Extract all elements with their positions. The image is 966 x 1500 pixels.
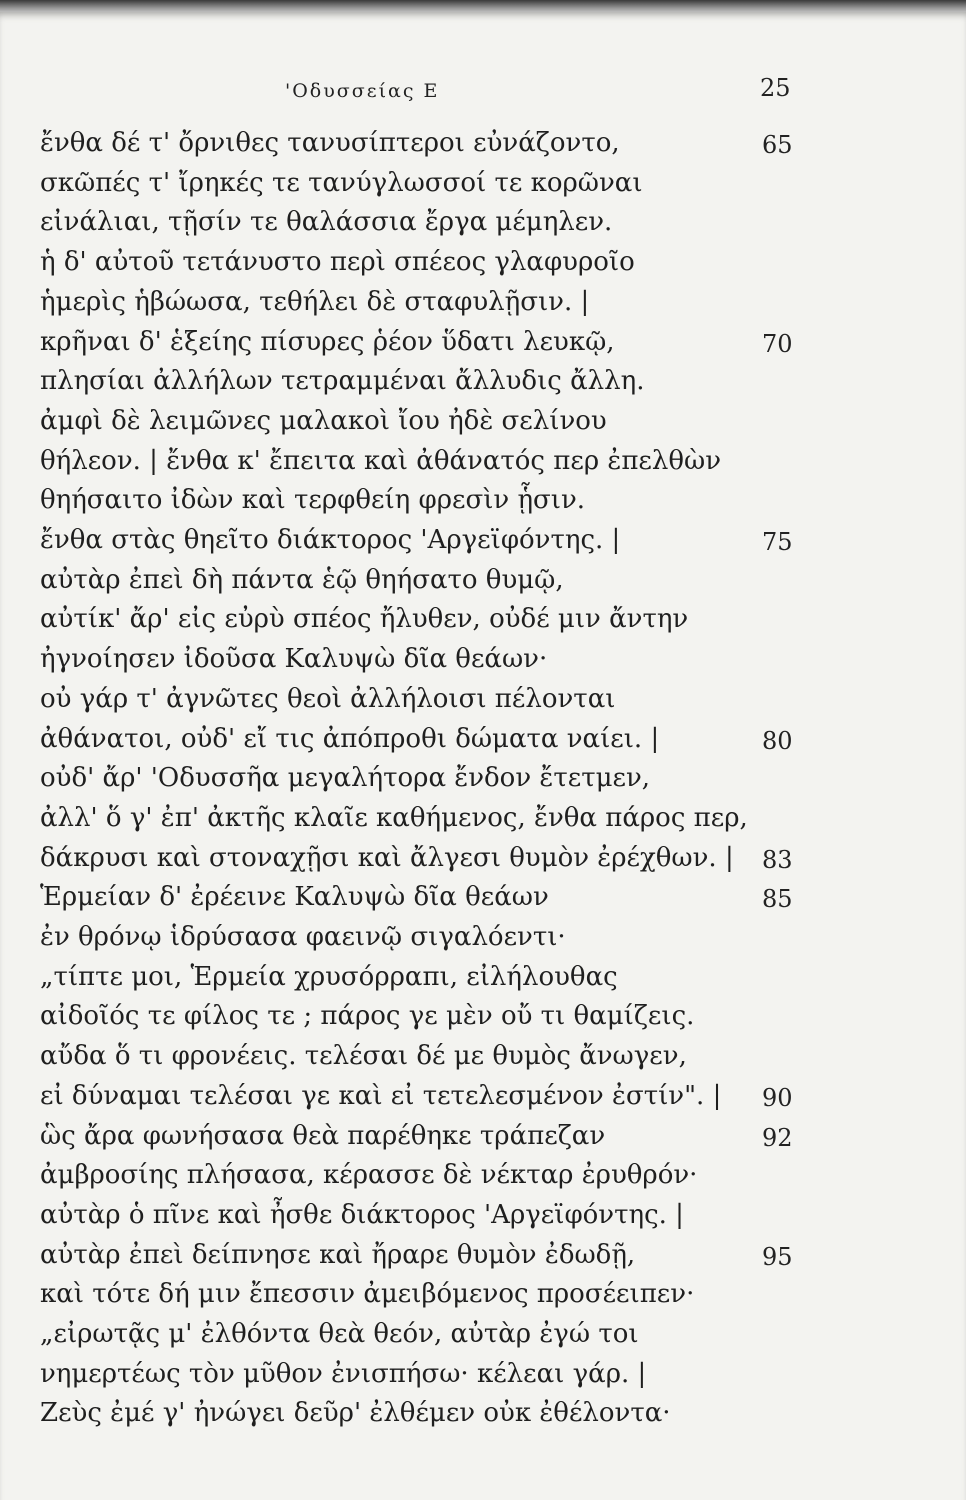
- verse-line: [40, 130, 620, 156]
- verse-line: [40, 842, 734, 873]
- page-number: 25: [760, 74, 791, 102]
- verse-line: [40, 1358, 647, 1389]
- verse-text: κρῆναι δ' ἑξείης πίσυρες ῥέον ὕδατι λευκῷ,: [40, 326, 615, 357]
- verse-line: [40, 527, 620, 553]
- verse-text: αἰδοῖός τε φίλος τε ; πάρος γε μὲν οὔ τι θαμίζεις.: [40, 1001, 695, 1032]
- line-number: 70: [762, 329, 793, 358]
- verse-text: εἰ δύναμαι τελέσαι γε καὶ εἰ τετελεσμένον ἐστίν". |: [40, 1080, 722, 1111]
- verse-text: ἀμφὶ δὲ λειμῶνες μαλακοὶ ἴου ἠδὲ σελίνου: [40, 405, 607, 436]
- line-number: 90: [762, 1083, 793, 1112]
- verse-line: [40, 564, 564, 595]
- verse-text: ὣς ἄρα φωνήσασα θεὰ παρέθηκε τράπεζαν: [40, 1120, 606, 1151]
- verse-text: ἔνθα στὰς θηεῖτο διάκτορος 'Αργεϊφόντης. |: [40, 525, 621, 555]
- verse-line: [40, 326, 615, 357]
- verse-text: θηήσαιτο ἰδὼν καὶ τερφθείη φρεσὶν ᾗσιν.: [40, 485, 586, 516]
- verse-text: νημερτέως τὸν μῦθον ἐνισπήσω· κέλεαι γάρ. |: [40, 1358, 647, 1389]
- verse-text: αὐτὰρ ἐπεὶ δὴ πάντα ἑῷ θηήσατο θυμῷ,: [40, 564, 564, 595]
- verse-text: „τίπτε μοι, Ἑρμεία χρυσόρραπι, εἰλήλουθας: [40, 961, 618, 992]
- line-number: 95: [762, 1242, 793, 1271]
- verse-text: „εἰρωτᾷς μ' ἐλθόντα θεὰ θεόν, αὐτὰρ ἐγώ τοι: [40, 1319, 639, 1349]
- verse-line: [40, 1120, 606, 1151]
- verse-line: [40, 924, 566, 950]
- verse-text: αὐτὰρ ὁ πῖνε καὶ ἦσθε διάκτορος 'Αργεϊφόντης. |: [40, 1199, 684, 1230]
- verse-line: [40, 485, 586, 516]
- verse-block: [0, 12, 966, 1500]
- verse-line: [40, 405, 607, 436]
- verse-text: ἡμερὶς ἡβώωσα, τεθήλει δὲ σταφυλῇσιν. |: [40, 286, 590, 317]
- verse-text: ἀμβροσίης πλήσασα, κέρασσε δὲ νέκταρ ἐρυθρόν·: [40, 1160, 698, 1191]
- line-number: 75: [762, 528, 793, 556]
- line-number: 85: [762, 885, 793, 914]
- verse-text: αὐτὰρ ἐπεὶ δείπνησε καὶ ἤραρε θυμὸν ἐδωδῇ,: [40, 1239, 636, 1270]
- verse-text: αὐτίκ' ἄρ' εἰς εὐρὺ σπέος ἤλυθεν, οὐδέ μιν ἄντην: [40, 604, 689, 635]
- verse-text: ἡ δ' αὐτοῦ τετάνυστο περὶ σπέεος γλαφυροῖο: [40, 247, 635, 278]
- verse-text: ἀλλ' ὅ γ' ἐπ' ἀκτῆς κλαῖε καθήμενος, ἔνθα πάρος περ,: [40, 802, 748, 833]
- verse-line: [40, 445, 722, 476]
- verse-text: ἠγνοίησεν ἰδοῦσα Καλυψὼ δῖα θεάων·: [40, 644, 548, 675]
- verse-line: [40, 1239, 636, 1270]
- verse-line: [40, 1080, 722, 1111]
- verse-line: [40, 1160, 698, 1191]
- verse-line: [40, 683, 616, 714]
- verse-text: ἀθάνατοι, οὐδ' εἴ τις ἀπόπροθι δώματα ναίει. |: [40, 723, 660, 754]
- verse-line: [40, 802, 748, 833]
- line-number: 92: [762, 1123, 793, 1152]
- verse-line: [40, 1041, 687, 1072]
- verse-line: [40, 1199, 684, 1230]
- verse-line: [40, 882, 549, 913]
- verse-text: οὐδ' ἄρ' 'Οδυσσῆα μεγαλήτορα ἔνδον ἔτετμεν,: [40, 763, 651, 794]
- running-head: 'Οδυσσείας Ε: [285, 80, 440, 102]
- verse-line: [40, 961, 618, 992]
- verse-text: αὔδα ὅ τι φρονέεις. τελέσαι δέ με θυμὸς ἄνωγεν,: [40, 1041, 687, 1072]
- verse-line: [40, 644, 548, 675]
- verse-text: θήλεον. | ἔνθα κ' ἔπειτα καὶ ἀθάνατός περ ἐπελθὼν: [40, 445, 722, 476]
- verse-text: Ἑρμείαν δ' ἐρέεινε Καλυψὼ δῖα θεάων: [40, 882, 549, 913]
- verse-text: ἐν θρόνῳ ἱδρύσασα φαεινῷ σιγαλόεντι·: [40, 922, 566, 952]
- verse-line: [40, 167, 643, 198]
- book-page: [0, 12, 966, 1500]
- verse-line: [40, 1279, 695, 1310]
- verse-text: οὐ γάρ τ' ἀγνῶτες θεοὶ ἀλλήλοισι πέλονται: [40, 683, 616, 714]
- line-number: 83: [762, 845, 793, 874]
- verse-line: [40, 1398, 671, 1429]
- verse-line: [40, 723, 660, 754]
- line-number: 80: [762, 726, 793, 755]
- verse-line: [40, 247, 635, 278]
- verse-line: [40, 366, 645, 397]
- verse-text: δάκρυσι καὶ στοναχῇσι καὶ ἄλγεσι θυμὸν ἐρέχθων. |: [40, 842, 734, 873]
- verse-line: [40, 1321, 639, 1347]
- line-number: 65: [762, 131, 793, 159]
- verse-text: Ζεὺς ἐμέ γ' ἠνώγει δεῦρ' ἐλθέμεν οὐκ ἐθέλοντα·: [40, 1398, 671, 1429]
- verse-text: σκῶπές τ' ἴρηκές τε τανύγλωσσοί τε κορῶναι: [40, 167, 643, 198]
- verse-line: [40, 1001, 695, 1032]
- verse-text: πλησίαι ἀλλήλων τετραμμέναι ἄλλυδις ἄλλη.: [40, 366, 645, 397]
- verse-line: [40, 604, 689, 635]
- verse-text: καὶ τότε δή μιν ἔπεσσιν ἀμειβόμενος προσέειπεν·: [40, 1279, 695, 1310]
- verse-text: ἔνθα δέ τ' ὄρνιθες τανυσίπτεροι εὐνάζοντο,: [40, 128, 620, 158]
- verse-text: εἰνάλιαι, τῇσίν τε θαλάσσια ἔργα μέμηλεν.: [40, 207, 613, 238]
- verse-line: [40, 763, 651, 794]
- verse-line: [40, 286, 590, 317]
- verse-line: [40, 207, 613, 238]
